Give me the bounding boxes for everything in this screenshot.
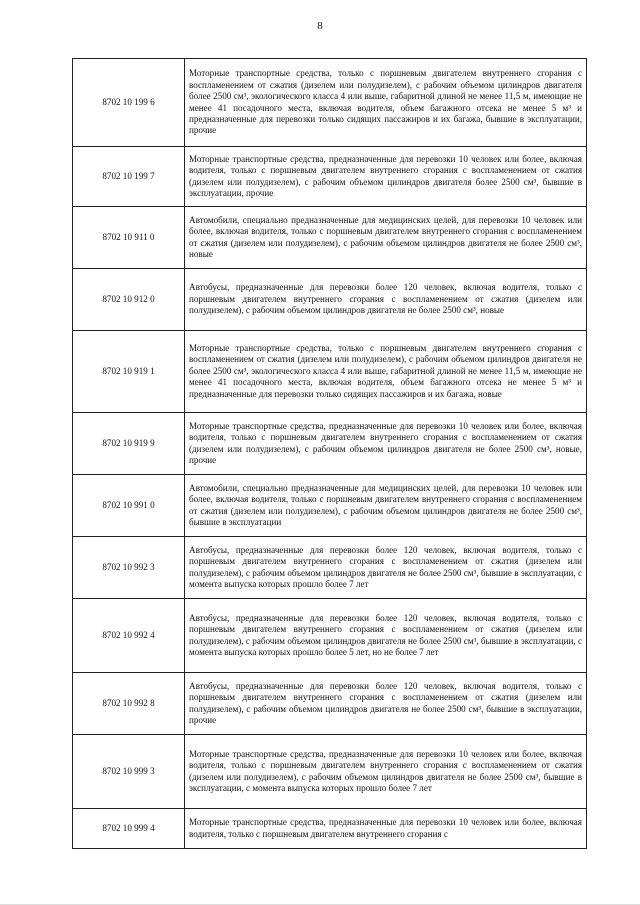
tariff-code-table [72,58,587,849]
description-cell: Моторные транспортные средства, предназначенные для перевозки 10 человек или более, включая водителя, только с поршневым двигателем внутреннего сгорания с воспламенением от сжатия (дизелем или полудизелем), с рабочим объемом цилиндров двигателя не более 2500 см³, новые, прочие [185,413,587,475]
table-row [73,537,587,599]
page-number: 8 [317,20,323,32]
description-cell: Моторные транспортные средства, только с поршневым двигателем внутреннего сгорания с воспламенением от сжатия (дизелем или полудизелем), с рабочим объемом цилиндров двигателя более 2500 см³, экологического класса 4 или выше, габаритной длиной не менее 11,5 м, имеющие не менее 41 посадочного места, включая водителя, объем багажного отсека не менее 5 м³ и предназначенные для перевозки только сидящих пассажиров и их багажа, бывшие в эксплуатации, прочие [185,59,587,147]
code-cell: 8702 10 199 7 [73,147,185,207]
code-cell: 8702 10 992 3 [73,537,185,599]
table-row [73,475,587,537]
table-row [73,735,587,809]
description-cell: Моторные транспортные средства, предназначенные для перевозки 10 человек или более, включая водителя, только с поршневым двигателем внутреннего сгорания с воспламенением от сжатия (дизелем или полудизелем), с рабочим объемом цилиндров двигателя более 2500 см³, бывшие в эксплуатации, прочие [185,147,587,207]
table-row [73,147,587,207]
description-cell: Автобусы, предназначенные для перевозки более 120 человек, включая водителя, только с поршневым двигателем внутреннего сгорания с воспламенением от сжатия (дизелем или полудизелем), с рабочим объемом цилиндров двигателя не более 2500 см³, бывшие в эксплуатации, прочие [185,673,587,735]
code-cell: 8702 10 992 8 [73,673,185,735]
description-cell: Автомобили, специально предназначенные для медицинских целей, для перевозки 10 человек или более, включая водителя, только с поршневым двигателем внутреннего сгорания с воспламенением от сжатия (дизелем или полудизелем), с рабочим объемом цилиндров двигателя не более 2500 см³, новые [185,207,587,269]
code-cell: 8702 10 999 4 [73,809,185,849]
code-cell: 8702 10 991 0 [73,475,185,537]
table-row [73,269,587,331]
description-cell: Автомобили, специально предназначенные для медицинских целей, для перевозки 10 человек или более, включая водителя, только с поршневым двигателем внутреннего сгорания с воспламенением от сжатия (дизелем или полудизелем), с рабочим объемом цилиндров двигателя не более 2500 см³, бывшие в эксплуатации [185,475,587,537]
description-cell: Автобусы, предназначенные для перевозки более 120 человек, включая водителя, только с поршневым двигателем внутреннего сгорания с воспламенением от сжатия (дизелем или полудизелем), с рабочим объемом цилиндров двигателя не более 2500 см³, новые [185,269,587,331]
code-cell: 8702 10 919 9 [73,413,185,475]
code-cell: 8702 10 999 3 [73,735,185,809]
code-cell: 8702 10 199 6 [73,59,185,147]
code-cell: 8702 10 992 4 [73,599,185,673]
table-row [73,413,587,475]
code-cell: 8702 10 919 1 [73,331,185,413]
description-cell: Моторные транспортные средства, только с поршневым двигателем внутреннего сгорания с воспламенением от сжатия (дизелем или полудизелем), с рабочим объемом цилиндров двигателя не более 2500 см³, экологического класса 4 или выше, габаритной длиной не менее 11,5 м, имеющие не менее 41 посадочного места, включая водителя, объем багажного отсека не менее 5 м³ и предназначенные для перевозки только сидящих пассажиров и их багажа, новые [185,331,587,413]
table-row [73,599,587,673]
table-row [73,59,587,147]
table-row [73,673,587,735]
description-cell: Автобусы, предназначенные для перевозки более 120 человек, включая водителя, только с поршневым двигателем внутреннего сгорания с воспламенением от сжатия (дизелем или полудизелем), с рабочим объемом цилиндров двигателя не более 2500 см³, бывшие в эксплуатации, с момента выпуска которых прошло более 5 лет, но не более 7 лет [185,599,587,673]
description-cell: Моторные транспортные средства, предназначенные для перевозки 10 человек или более, включая водителя, только с поршневым двигателем внутреннего сгорания с воспламенением от сжатия (дизелем или полудизелем), с рабочим объемом цилиндров двигателя не более 2500 см³, бывшие в эксплуатации, с момента выпуска которых прошло более 7 лет [185,735,587,809]
code-cell: 8702 10 912 0 [73,269,185,331]
table-row [73,809,587,849]
table-row [73,207,587,269]
description-cell: Моторные транспортные средства, предназначенные для перевозки 10 человек или более, включая водителя, только с поршневым двигателем внутреннего сгорания с [185,809,587,849]
description-cell: Автобусы, предназначенные для перевозки более 120 человек, включая водителя, только с поршневым двигателем внутреннего сгорания с воспламенением от сжатия (дизелем или полудизелем), с рабочим объемом цилиндров двигателя не более 2500 см³, бывшие в эксплуатации, с момента выпуска которых прошло более 7 лет [185,537,587,599]
table-row [73,331,587,413]
code-cell: 8702 10 911 0 [73,207,185,269]
